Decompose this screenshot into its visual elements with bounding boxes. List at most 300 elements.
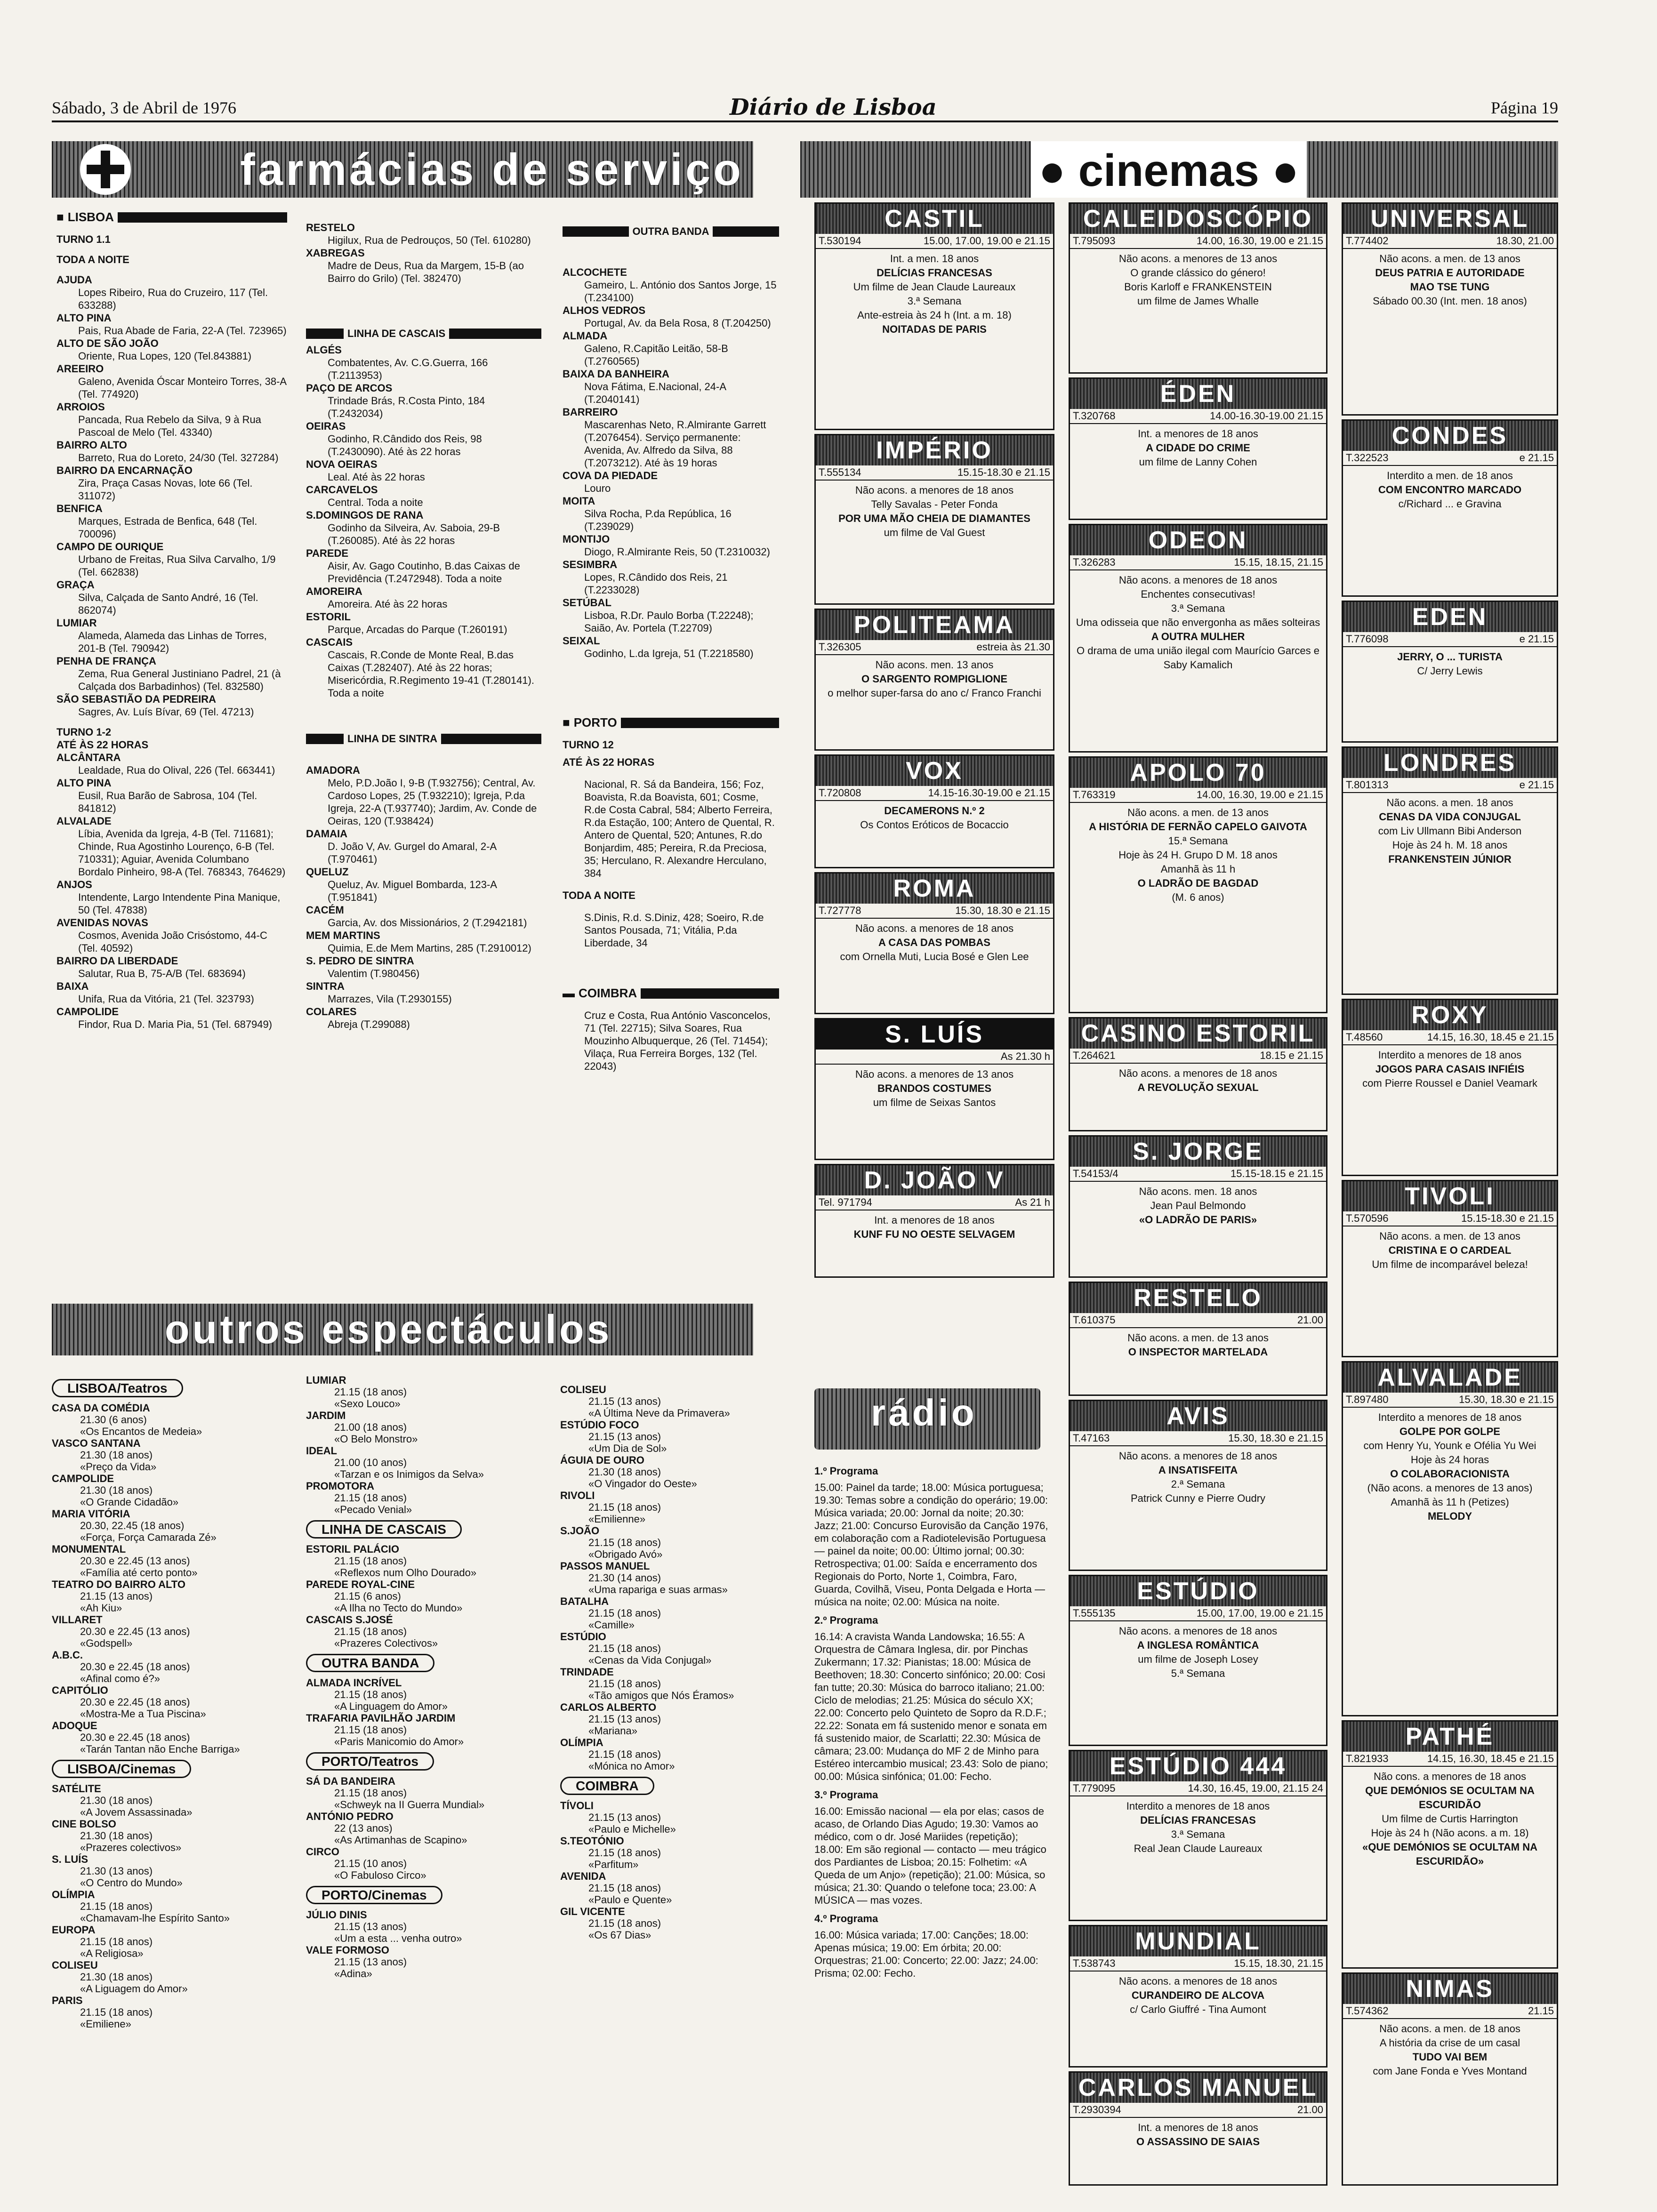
pharmacy-entry: Abreja (T.299088) [328,1018,410,1030]
film-title: A REVOLUÇÃO SEXUAL [1137,1082,1259,1093]
venue-name: S.JOÃO [560,1525,600,1537]
cinema-times-row [1343,1752,1557,1767]
coimbra-label: COIMBRA [579,986,637,1000]
cinema-info: A história da crise de um casal [1379,2037,1520,2049]
show-time: 21.15 (18 anos) [334,1724,407,1736]
cinema-info: um filme de Lanny Cohen [1139,456,1257,468]
cinema-times: 14.00, 16.30, 19.00 e 21.15 [1196,789,1323,801]
cinema-info: Os Contos Eróticos de Bocaccio [860,819,1009,831]
show-time: 21.15 (18 anos) [588,1917,661,1929]
pharmacy-location: LUMIAR [56,617,97,629]
cinema-info: O grande clássico do género! [1130,267,1266,279]
pharmacy-location: ANJOS [56,879,92,890]
show-time: 21.15 (6 anos) [334,1590,401,1602]
cinema-body [1343,249,1557,311]
pharmacy-location: CAMPO DE OURIQUE [56,541,164,553]
film-title: A CASA DAS POMBAS [878,937,990,948]
venue-name: ANTÓNIO PEDRO [306,1811,394,1822]
venue-name: CINE BOLSO [52,1818,116,1830]
porto-turno: TURNO 12 [563,739,614,751]
cinema-times-row [1343,234,1557,249]
show-time: 20.30 e 22.45 (18 anos) [80,1661,190,1673]
film-title: A INSATISFEITA [1158,1464,1238,1476]
show-time: 21.15 (18 anos) [588,1643,661,1654]
film-title: BRANDOS COSTUMES [877,1082,991,1094]
radio-program-text: 16.00: Emissão nacional — ela por elas; casos de acaso, de Orlando Dias Agudo; 19.30: Vamos ao médico, com o dr. José Mariides (repetição); 18.00: Em são regional — contacto — meu trágico dos Pardiantes de Lisboa; 20.15: Folhetim: «A Queda de um Anjo» (repetição); 21.00: Música, so música; 21.30: Quando o telefone toca; 23.00: A MÚSICA — mas vozes. [814,1805,1046,1906]
pharmacy-location: SEIXAL [563,635,600,647]
cinema-times: 14.15-16.30-19.00 e 21.15 [928,787,1050,799]
cinema-info: Boris Karloff e FRANKENSTEIN [1124,281,1272,293]
cinema-info: Interdito a men. de 18 anos [1387,470,1513,481]
cinema-name: CALEIDOSCÓPIO [1070,204,1326,234]
venue-name: ALMADA INCRÍVEL [306,1677,402,1689]
cinema-info: Hoje às 24 h (Não acons. a m. 18) [1371,1827,1529,1839]
cinema-times: e 21.15 [1519,452,1554,464]
noite-label: TODA A NOITE [56,254,129,265]
pharmacy-entry: Combatentes, Av. C.G.Guerra, 166 (T.2113953) [328,357,488,381]
film-title: A OUTRA MULHER [1151,631,1245,642]
cinema-info: Interdito a menores de 18 anos [1378,1411,1522,1423]
cinema-info: Hoje às 24 H. Grupo D M. 18 anos [1118,849,1278,861]
venue-name: TEATRO DO BAIRRO ALTO [52,1579,185,1590]
cinema-body [1070,1796,1326,1859]
cinema-info: Int. a menores de 18 anos [1138,2122,1258,2133]
show-title: «Afinal como é?» [80,1673,160,1684]
show-time: 21.15 (18 anos) [334,1386,407,1398]
film-title: COM ENCONTRO MARCADO [1378,484,1522,496]
show-title: «Os Encantos de Medeia» [80,1426,202,1437]
cinema-info: com Ornella Muti, Lucia Bosé e Glen Lee [840,951,1029,962]
cinema-times: 15.00, 17.00, 19.00 e 21.15 [923,235,1050,247]
farmacias-banner [52,141,753,198]
pharmacy-location: ALCÂNTARA [56,752,121,763]
pharmacy-entry: Madre de Deus, Rua da Margem, 15-B (ao Bairro do Grilo) (Tel. 382470) [328,260,524,284]
pharmacy-location: AMOREIRA [306,585,362,597]
pharmacy-location: ALMADA [563,330,608,342]
show-title: «Mostra-Me a Tua Piscina» [80,1708,206,1720]
restelo-list [306,221,541,285]
section-bar [563,226,629,237]
cinema-times-row [1070,1606,1326,1621]
porto-noite-text: S.Dinis, R.d. S.Diniz, 428; Soeiro, R.de Santos Pousada, 71; Vitália, P.da Liberdade, 34 [584,912,764,949]
cinema-name: ÉDEN [1070,379,1326,409]
cinema-info: Int. a menores de 18 anos [1138,428,1258,440]
cinema-info: 3.ª Semana [1171,602,1225,614]
cinema-times-row [1343,778,1557,793]
show-title: «O Fabuloso Circo» [334,1869,426,1881]
pharmacy-entry: Aisir, Av. Gago Coutinho, B.das Caixas de Previdência (T.2472948). Toda a noite [328,560,520,585]
radio-title: rádio [871,1392,977,1434]
pharmacy-entry: Portugal, Av. da Bela Rosa, 8 (T.204250) [584,317,771,329]
film-title: FRANKENSTEIN JÚNIOR [1388,853,1512,865]
cinema-info: Int. a men. 18 anos [890,253,979,264]
pharmacy-location: ALCOCHETE [563,266,627,278]
cinema-name: CARLOS MANUEL [1070,2073,1326,2103]
venue-name: ÁGUIA DE OURO [560,1454,644,1466]
cinema-info: Hoje às 24 h. M. 18 anos [1392,839,1508,851]
pharmacy-entry: Intendente, Largo Intendente Pina Manique, 50 (Tel. 47838) [78,891,281,916]
section-pill: OUTRA BANDA [306,1654,434,1672]
venue-name: CAMPOLIDE [52,1473,114,1484]
venue-name: VALE FORMOSO [306,1944,389,1956]
outros-column-1 [52,1374,278,2030]
pharmacy-entry: Godinho, R.Cândido dos Reis, 98 (T.2430090). Até às 22 horas [328,433,482,457]
radio-banner [814,1388,1040,1450]
pharmacy-location: RESTELO [306,222,355,233]
cinema-info: Um filme de Jean Claude Laureaux [853,281,1016,293]
show-time: 20.30, 22.45 (18 anos) [80,1520,185,1531]
venue-name: PAREDE ROYAL-CINE [306,1579,415,1590]
farmacias-title: farmácias de serviço [240,144,744,195]
cinemas-banner [800,141,1558,198]
porto-label: PORTO [573,715,617,729]
film-title: A HISTÓRIA DE FERNÃO CAPELO GAIVOTA [1089,821,1307,833]
radio-program-heading: 3.º Programa [814,1789,878,1801]
pharmacy-location: CARCAVELOS [306,484,378,496]
cinema-times: 21.00 [1297,2104,1323,2116]
cinema-listing [1069,1400,1327,1571]
cinema-phone: T.538743 [1073,1957,1116,1969]
show-title: «Paulo e Quente» [588,1894,672,1906]
porto-ate: ATÉ ÀS 22 HORAS [563,756,655,768]
cinema-listing [1069,756,1327,1013]
cinema-times: 15.15-18.30 e 21.15 [1461,1212,1554,1224]
cinema-name: ROMA [816,874,1053,904]
show-time: 21.15 (18 anos) [80,1900,153,1912]
show-time: 21.30 (18 anos) [80,1830,153,1842]
lisboa-list [56,273,287,718]
film-title: DEUS PATRIA E AUTORIDADE [1375,267,1525,279]
cinema-info: Enchentes consecutivas! [1141,588,1255,600]
cinema-listing [814,609,1054,751]
show-title: «Godspell» [80,1637,133,1649]
cinema-info: Amanhã às 11 h [1160,863,1236,875]
film-title: CENAS DA VIDA CONJUGAL [1379,811,1521,823]
section-bar [306,734,344,744]
issue-date: Sábado, 3 de Abril de 1976 [52,98,236,117]
cinema-body [1070,1972,1326,2020]
cinema-listing [1069,1135,1327,1278]
cinema-body [1343,2019,1557,2081]
venue-name: S. LUÍS [52,1853,88,1865]
cinema-name: TIVOLI [1343,1181,1557,1211]
cinema-info: Um filme de Curtis Harrington [1382,1813,1518,1825]
venue-name: ADOQUE [52,1720,97,1731]
cinema-times: 14.15, 16.30, 18.45 e 21.15 [1427,1031,1554,1043]
cinema-phone: T.821933 [1346,1753,1389,1764]
cinema-info: Não acons. a men. de 13 anos [1127,807,1269,818]
cinema-name: RESTELO [1070,1283,1326,1313]
cinema-info: Uma odisseia que não envergonha as mães solteiras [1076,617,1320,628]
cascais-section-header [306,327,541,340]
cinema-phone: T.54153/4 [1073,1168,1118,1179]
cinema-times: 14.30, 16.45, 19.00, 21.15 24 [1188,1782,1323,1794]
film-title: «QUE DEMÓNIOS SE OCULTAM NA ESCURIDÃO» [1362,1841,1537,1867]
cinema-name: LONDRES [1343,748,1557,778]
cinema-times-row [816,234,1053,249]
cinema-phone: T.264621 [1073,1050,1116,1061]
cinema-info: 2.ª Semana [1171,1478,1225,1490]
show-time: 21.00 (10 anos) [334,1457,407,1468]
page-header [52,94,1558,122]
porto-text: Nacional, R. Sá da Bandeira, 156; Foz, Boavista, R.da Boavista, 601; Cosme, R.de Costa Cabral, 584; Alberto Ferreira, R.da Estação, 100; Antero de Quental, R. Antero de Quental, 520; Antunes, R.do Bonjardim, 485; Pereira, R.da Preciosa, 35; Herculano, R. Alexandre Herculano, 384 [584,778,775,879]
show-time: 21.15 (18 anos) [80,2006,153,2018]
pharmacy-location: SETÚBAL [563,597,611,609]
pharmacy-location: CAMPOLIDE [56,1006,119,1018]
cinema-times: 15.15-18.30 e 21.15 [957,466,1050,478]
farmacias-linhas-column [306,221,541,1031]
cinema-name: PATHÉ [1343,1722,1557,1752]
section-pill: LINHA DE CASCAIS [306,1520,462,1539]
show-title: «Chamavam-lhe Espírito Santo» [80,1912,230,1924]
pharmacy-entry: Louro [584,482,611,494]
pharmacy-entry: Marques, Estrada de Benfica, 648 (Tel. 700096) [78,515,257,540]
cinema-phone: T.530194 [819,235,861,247]
cinema-phone: Tel. 971794 [819,1196,872,1208]
outros-banner [52,1304,753,1355]
pharmacy-location: ALVALADE [56,815,112,827]
cinema-times-row [816,640,1053,655]
show-time: 21.15 (13 anos) [588,1431,661,1443]
pharmacy-entry: Pancada, Rua Rebelo da Silva, 9 à Rua Pascoal de Melo (Tel. 43340) [78,414,261,438]
venue-name: MARIA VITÓRIA [52,1508,130,1520]
show-title: «Preço da Vida» [80,1461,157,1473]
cinema-info: Int. a menores de 18 anos [874,1214,995,1226]
pharmacy-entry: Zira, Praça Casas Novas, lote 66 (Tel. 311072) [78,477,253,502]
venue-name: ESTÚDIO [560,1631,606,1643]
cinema-listing [1342,999,1558,1176]
film-title: O LADRÃO DE BAGDAD [1137,877,1259,889]
venue-name: S.TEOTÓNIO [560,1835,624,1847]
pharmacy-entry: Melo, P.D.João I, 9-B (T.932756); Central, Av. Cardoso Lopes, 25 (T.932210); Igreja, P.da Igreja, 22-A (T.937740); Jardim, Av. Conde de Oeiras, 120 (T.938424) [328,777,537,827]
cinema-info: Interdito a menores de 18 anos [1126,1800,1270,1812]
radio-programs [814,1459,1050,1980]
pharmacy-location: SÃO SEBASTIÃO DA PEDREIRA [56,693,217,705]
show-title: «Família até certo ponto» [80,1567,198,1579]
pharmacy-location: GRAÇA [56,579,95,591]
cinema-name: AVIS [1070,1401,1326,1431]
cinema-body [1070,424,1326,472]
outros-column-3 [560,1384,786,1941]
venue-name: IDEAL [306,1445,337,1457]
cinema-name: ROXY [1343,1000,1557,1030]
show-time: 21.30 (18 anos) [80,1795,153,1806]
venue-name: PARIS [52,1995,83,2006]
porto-section-header: ■ PORTO [563,716,779,729]
cinema-name: UNIVERSAL [1343,204,1557,234]
cinema-phone: T.774402 [1346,235,1389,247]
pharmacy-location: ESTORIL [306,611,351,623]
pharmacy-entry: Líbia, Avenida da Igreja, 4-B (Tel. 711681); Chinde, Rua Agostinho Lourenço, 6-B (Tel. 710331); Aguiar, Avenida Columbano Bordalo Pinheiro, 98-A (Tel. 768343, 764629) [78,828,286,878]
outra-list [563,266,779,660]
cascais-list [306,344,541,699]
pharmacy-location: S. PEDRO DE SINTRA [306,955,414,967]
cinema-phone: T.801313 [1346,779,1389,791]
film-title: JERRY, O ... TURISTA [1397,651,1503,663]
cinema-times: 15.30, 18.30 e 21.15 [955,905,1050,916]
cinema-phone: T.322523 [1346,452,1389,464]
cinema-phone: T.570596 [1346,1212,1389,1224]
show-title: «Camille» [588,1619,635,1631]
show-time: 21.30 (13 anos) [80,1865,153,1877]
cinema-times: 14.00-16.30-19.00 21.15 [1210,410,1323,422]
pharmacy-location: ALTO PINA [56,312,112,324]
pharmacy-entry: Diogo, R.Almirante Reis, 50 (T.2310032) [584,546,770,558]
show-time: 21.15 (18 anos) [588,1537,661,1548]
film-title: TUDO VAI BEM [1412,2051,1488,2063]
show-time: 21.30 (6 anos) [80,1414,147,1426]
show-title: «Paris Manicomio do Amor» [334,1736,464,1747]
cinema-times: e 21.15 [1519,779,1554,791]
film-title: CURANDEIRO DE ALCOVA [1131,1989,1265,2001]
film-title: O COLABORACIONISTA [1390,1468,1510,1480]
turno2-label: TURNO 1-2 [56,726,112,738]
pharmacy-entry: Cascais, R.Conde de Monte Real, B.das Caixas (T.282407). Até às 22 horas; Misericórdia, R.Regimento 19-41 (T.280141). Toda a noite [328,649,534,699]
pharmacy-entry: Nova Fátima, E.Nacional, 24-A (T.2040141) [584,381,726,405]
radio-program-heading: 4.º Programa [814,1913,878,1924]
venue-name: PROMOTORA [306,1480,375,1492]
venue-name: COLISEU [52,1959,98,1971]
cinema-body [1343,1226,1557,1274]
pharmacy-entry: Oriente, Rua Lopes, 120 (Tel.843881) [78,350,252,362]
pharmacy-entry: Leal. Até às 22 horas [328,471,425,483]
cinema-info: 5.ª Semana [1171,1667,1225,1679]
show-time: 21.15 (18 anos) [334,1626,407,1637]
cinema-listing [1069,1282,1327,1396]
pharmacy-location: ALTO PINA [56,777,112,789]
venue-name: OLÍMPIA [52,1889,95,1900]
cinema-phone: T.555134 [819,466,861,478]
sintra-list [306,764,541,1031]
show-title: «Força, Força Camarada Zé» [80,1531,217,1543]
show-title: «Tão amigos que Nós Éramos» [588,1690,734,1701]
show-time: 21.15 (18 anos) [588,1882,661,1894]
film-title: A CIDADE DO CRIME [1146,442,1250,454]
show-title: «Emiliene» [80,2018,131,2030]
cinema-info: Não acons. a men. 18 anos [1386,797,1513,809]
pharmacy-location: S.DOMINGOS DE RANA [306,509,424,521]
cinema-listing [1069,377,1327,520]
outros-title: outros espectáculos [165,1307,612,1352]
cinema-phone: T.779095 [1073,1782,1116,1794]
cinema-info: com Jane Fonda e Yves Montand [1373,2065,1527,2077]
cinema-listing [1069,1017,1327,1131]
cinema-body [816,919,1053,967]
show-time: 21.15 (13 anos) [588,1713,661,1725]
show-title: «Reflexos num Olho Dourado» [334,1567,477,1579]
cinema-info: o melhor super-farsa do ano c/ Franco Franchi [828,687,1041,699]
cinema-phone: T.2930394 [1073,2104,1121,2116]
pharmacy-entry: Marrazes, Vila (T.2930155) [328,993,452,1005]
pharmacy-entry: Gameiro, L. António dos Santos Jorge, 15 (T.234100) [584,279,777,304]
venue-name: A.B.C. [52,1649,83,1661]
film-title: DELÍCIAS FRANCESAS [877,267,992,279]
venue-name: JÚLIO DINIS [306,1909,367,1921]
cinema-times-row [1343,451,1557,466]
film-title: O ASSASSINO DE SAIAS [1136,2136,1260,2148]
pharmacy-entry: Barreto, Rua do Loreto, 24/30 (Tel. 327284) [78,452,279,464]
film-title: NOITADAS DE PARIS [882,323,987,335]
show-time: 21.15 (13 anos) [334,1921,407,1932]
show-title: «O Vingador do Oeste» [588,1478,697,1490]
cinema-info: Um filme de incomparável beleza! [1372,1258,1528,1270]
farmacias-outra-column [563,221,779,1073]
section-bar [449,329,541,339]
section-pill: COIMBRA [560,1777,654,1795]
show-title: «Tarán Tantan não Enche Barriga» [80,1743,240,1755]
pharmacy-entry: Godinho, L.da Igreja, 51 (T.2218580) [584,648,754,659]
show-time: 20.30 e 22.45 (13 anos) [80,1626,190,1637]
cinemas-title: ● cinemas ● [1031,141,1307,198]
cinema-times-row [1070,1431,1326,1446]
cinema-body [816,655,1053,703]
film-title: JOGOS PARA CASAIS INFIÉIS [1375,1063,1525,1075]
pharmacy-entry: Pais, Rua Abade de Faria, 22-A (Tel. 723965) [78,325,287,337]
venue-name: MONUMENTAL [52,1543,126,1555]
page-number: Página 19 [1491,98,1558,117]
cinema-times: e 21.15 [1519,633,1554,645]
cinema-info: um filme de Seixas Santos [873,1097,996,1108]
cinema-times: 18.30, 21.00 [1496,235,1554,247]
pharmacy-entry: Zema, Rua General Justiniano Padrel, 21 (à Calçada dos Barbadinhos) (Tel. 832580) [78,668,281,692]
cinema-info: Não acons. a men. de 13 anos [1379,253,1520,264]
cinema-info: (M. 6 anos) [1172,891,1224,903]
cinema-phone: T.720808 [819,787,861,799]
film-title: MAO TSE TUNG [1410,281,1490,293]
pharmacy-entry: Central. Toda a noite [328,497,423,508]
cinema-times-row [1070,1781,1326,1796]
cinema-times-row [1070,1313,1326,1328]
show-title: «Pecado Venial» [334,1504,412,1515]
cinema-name: VOX [816,756,1053,786]
cinema-info: Não acons. men. 13 anos [875,659,994,671]
pharmacy-location: AJUDA [56,274,92,286]
cinema-listing [1342,202,1558,416]
venue-name: CASCAIS S.JOSÉ [306,1614,393,1626]
cinema-body [816,1210,1053,1244]
venue-name: VASCO SANTANA [52,1437,141,1449]
show-time: 21.15 (18 anos) [588,1607,661,1619]
pharmacy-entry: Mascarenhas Neto, R.Almirante Garrett (T.2076454). Serviço permanente: Avenida, Av. Alfredo da Silva, 88 (T.2073212). Até às 19 horas [584,419,766,469]
cinema-name: CASTIL [816,204,1053,234]
show-time: 21.15 (18 anos) [588,1748,661,1760]
cinema-name: ODEON [1070,525,1326,555]
show-time: 21.30 (18 anos) [588,1466,661,1478]
venue-name: TÍVOLI [560,1800,594,1811]
cinema-phone: T.776098 [1346,633,1389,645]
pharmacy-entry: Lealdade, Rua do Olival, 226 (Tel. 663441) [78,764,275,776]
show-title: «Schweyk na II Guerra Mundial» [334,1799,485,1811]
cinema-body [1343,1045,1557,1093]
cinema-times-row [1343,632,1557,647]
pharmacy-location: SESIMBRA [563,559,618,570]
cinema-body [1070,570,1326,675]
show-title: «A Última Neve da Primavera» [588,1407,730,1419]
venue-name: VILLARET [52,1614,103,1626]
show-title: «Parfitum» [588,1859,639,1870]
show-time: 21.30 (18 anos) [80,1484,153,1496]
cinema-phone: T.320768 [1073,410,1116,422]
pharmacy-entry: Valentim (T.980456) [328,968,420,979]
cinema-body [1070,1182,1326,1230]
pharmacy-location: MONTIJO [563,533,610,545]
cinema-times: 14.15, 16.30, 18.45 e 21.15 [1427,1753,1554,1764]
section-pill: PORTO/Teatros [306,1752,434,1771]
section-bar [621,718,779,728]
show-title: «Um a esta ... venha outro» [334,1932,462,1944]
show-title: «Uma rapariga e suas armas» [588,1584,728,1595]
cinema-name: EDEN [1343,602,1557,632]
